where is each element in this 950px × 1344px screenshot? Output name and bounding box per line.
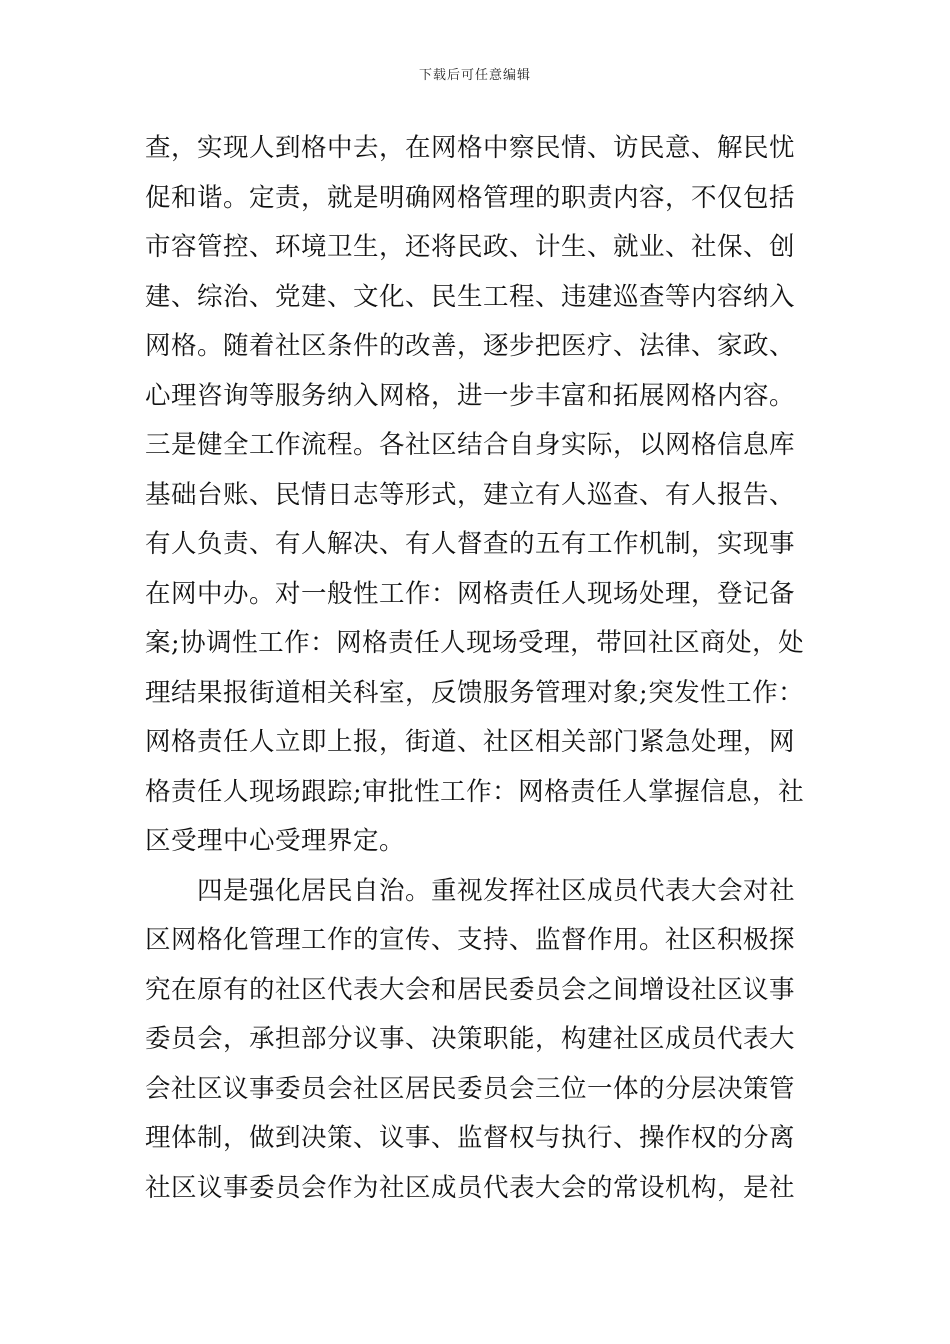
page-header: 下载后可任意编辑 — [418, 68, 531, 83]
text-line: 基础台账、民情日志等形式，建立有人巡查、有人报告、 — [145, 479, 796, 510]
text-line: 市容管控、环境卫生，还将民政、计生、就业、社保、创 — [145, 232, 796, 262]
paragraph-start-line: 四是强化居民自治。重视发挥社区成员代表大会对社 — [197, 875, 796, 906]
text-line: 网格。随着社区条件的改善，逐步把医疗、法律、家政、 — [145, 331, 796, 361]
text-line: 查，实现人到格中去，在网格中察民情、访民意、解民忧 — [145, 133, 796, 163]
text-line: 建、综治、党建、文化、民生工程、违建巡查等内容纳入 — [145, 281, 796, 312]
text-line: 促和谐。定责，就是明确网格管理的职责内容，不仅包括 — [145, 182, 796, 213]
document-body — [145, 124, 810, 1213]
text-line: 委员会，承担部分议事、决策职能，构建社区成员代表大 — [145, 1024, 796, 1054]
text-line: 会社区议事委员会社区居民委员会三位一体的分层决策管 — [145, 1073, 796, 1104]
text-line: 区网格化管理工作的宣传、支持、监督作用。社区积极探 — [145, 925, 796, 955]
text-line: 网格责任人立即上报，街道、社区相关部门紧急处理，网 — [145, 727, 796, 757]
text-line: 心理咨询等服务纳入网格，进一步丰富和拓展网格内容。 — [145, 380, 796, 411]
text-line: 在网中办。对一般性工作：网格责任人现场处理，登记备 — [145, 578, 796, 609]
text-line: 格责任人现场跟踪;审批性工作：网格责任人掌握信息，社 — [145, 776, 805, 807]
text-line: 理结果报街道相关科室，反馈服务管理对象;突发性工作： — [145, 677, 805, 708]
text-line: 社区议事委员会作为社区成员代表大会的常设机构，是社 — [145, 1172, 796, 1203]
text-line: 案;协调性工作：网格责任人现场受理，带回社区商处，处 — [145, 628, 805, 658]
text-line: 究在原有的社区代表大会和居民委员会之间增设社区议事 — [145, 974, 796, 1005]
text-line: 区受理中心受理界定。 — [145, 826, 406, 856]
text-line: 理体制，做到决策、议事、监督权与执行、操作权的分离 — [145, 1123, 796, 1153]
text-line: 有人负责、有人解决、有人督查的五有工作机制，实现事 — [145, 529, 796, 559]
text-line: 三是健全工作流程。各社区结合自身实际，以网格信息库 — [145, 430, 796, 460]
